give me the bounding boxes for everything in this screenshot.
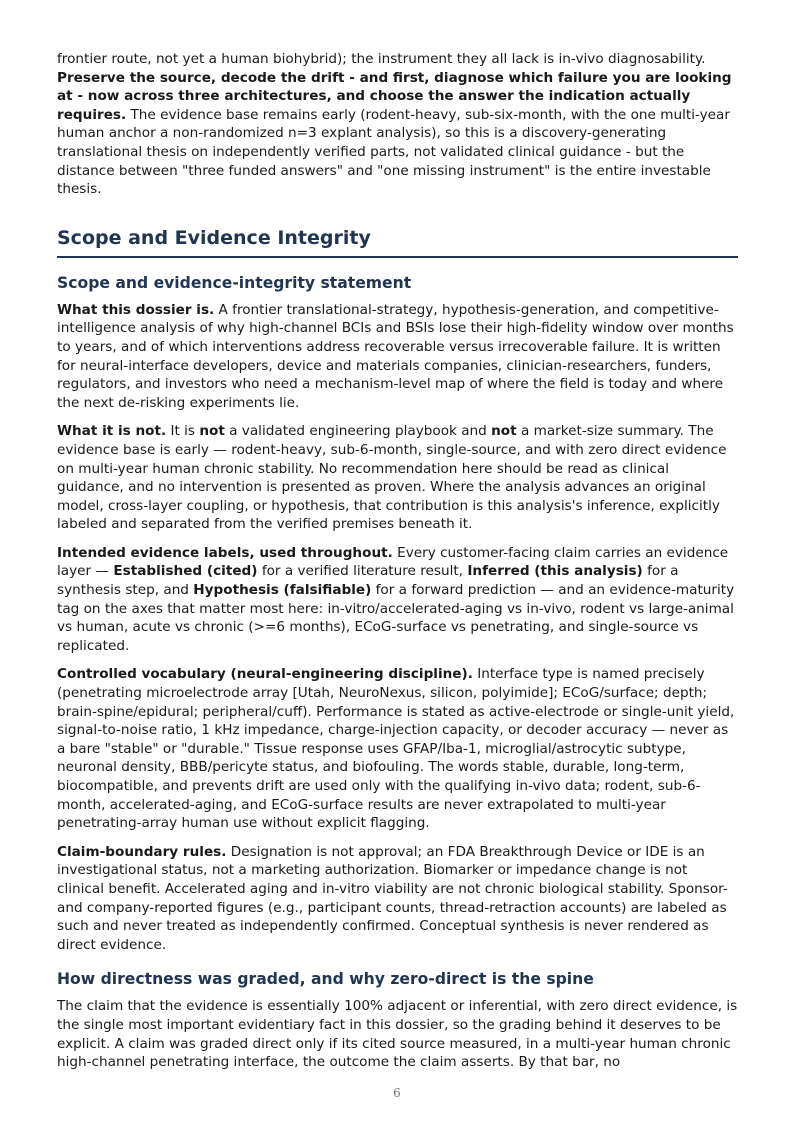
paragraph-what-it-is-not <box>57 422 738 534</box>
paragraph-lead-label: Intended evidence labels, used throughout. <box>57 544 393 561</box>
paragraph-directness: The claim that the evidence is essentially 100% adjacent or inferential, with zero direct evidence, is the single most important evidentiary fact in this dossier, so the grading behind it deserves to be explicit. A claim was graded direct only if its cited source measured, in a multi-year human chronic high-channel penetrating interface, the outcome the claim asserts. By that bar, no <box>57 998 738 1071</box>
paragraph-lead-label: Controlled vocabulary (neural-engineering discipline). <box>57 666 473 683</box>
paragraph-lead-label: Claim-boundary rules. <box>57 843 227 860</box>
label-established: Established (cited) <box>113 563 258 580</box>
paragraph-evidence-labels <box>57 544 738 656</box>
paragraph-body: A frontier translational-strategy, hypothesis-generation, and competitive-intelligence analysis of why high-channel BCIs and BSIs lose their high-fidelity window over months to years, and of which interventions address recoverable versus irrecoverable failure. It is written for neural-interface developers, device and materials companies, clinician-researchers, funders, regulators, and investors who need a mechanism-level map of where the field is today and where the next de-risking experiments lie. <box>57 301 734 411</box>
paragraph-lead-label: What it is not. <box>57 423 167 440</box>
intro-paragraph <box>57 50 738 199</box>
paragraph-body: It is <box>166 423 200 440</box>
paragraph-body: a validated engineering playbook and <box>224 423 492 440</box>
label-inferred: Inferred (this analysis) <box>467 563 643 580</box>
paragraph-body: for a verified literature result, <box>257 563 468 580</box>
paragraph-body: Designation is not approval; an FDA Breakthrough Device or IDE is an investigational status, not a marketing authorization. Biomarker or impedance change is not clinical benefit. Accelerated aging and in-vitro viability are not chronic biological stability. Sponsor- and company-reported figures (e.g., participant counts, thread-retraction accounts) are labeled as such and never treated as independently confirmed. Conceptual synthesis is never rendered as direct evidence. <box>57 843 728 953</box>
paragraph-what-this-is <box>57 301 738 413</box>
subsection-heading-directness: How directness was graded, and why zero-direct is the spine <box>57 970 594 989</box>
paragraph-controlled-vocabulary <box>57 665 738 832</box>
paragraph-claim-boundary <box>57 843 738 955</box>
page-number: 6 <box>393 1086 401 1100</box>
intro-text-continued: The evidence base remains early (rodent-heavy, sub-six-month, with the one multi-year human anchor a non-randomized n=3 explant analysis), so this is a discovery-generating translational thesis on independently verified parts, not validated clinical guidance - but the distance between "three funded answers" and "one missing instrument" is the entire investable thesis. <box>57 106 730 198</box>
intro-bold-text: Preserve the source, decode the drift - and first, diagnose which failure you are looking at - now across three architectures, and choose the answer the indication actually requires. <box>57 69 732 123</box>
paragraph-body: for a forward prediction — and an evidence-maturity tag on the axes that matter most here: in-vitro/accelerated-aging vs in-vivo, rodent vs large-animal vs human, acute vs chronic (>=6 months), ECoG-surface vs penetrating, and single-source vs replicated. <box>57 582 735 654</box>
document-page <box>57 50 738 1072</box>
intro-text: frontier route, not yet a human biohybrid); the instrument they all lack is in-vivo diagnosability. <box>57 51 706 67</box>
emphasis-not: not <box>491 423 517 440</box>
paragraph-body: for a synthesis step, and <box>57 563 679 599</box>
emphasis-not: not <box>199 423 225 440</box>
subsection-heading-scope: Scope and evidence-integrity statement <box>57 273 412 292</box>
section-heading: Scope and Evidence Integrity <box>57 226 738 258</box>
label-hypothesis: Hypothesis (falsifiable) <box>193 582 372 599</box>
paragraph-body: Interface type is named precisely (penetrating microelectrode array [Utah, NeuroNexus, silicon, polyimide]; ECoG/surface; depth; brain-spine/epidural; peripheral/cuff). Performance is stated as active-electrode or single-unit yield, signal-to-noise ratio, 1 kHz impedance, charge-injection capacity, or decoder accuracy — never as a bare "stable" or "durable." Tissue response uses GFAP/Iba-1, microglial/astrocytic subtype, neuronal density, BBB/pericyte status, and biofouling. The words stable, durable, long-term, biocompatible, and prevents drift are used only with the qualifying in-vivo data; rodent, sub-6-month, accelerated-aging, and ECoG-surface results are never extrapolated to multi-year penetrating-array human use without explicit flagging. <box>57 666 735 832</box>
paragraph-body: Every customer-facing claim carries an evidence layer — <box>57 544 729 580</box>
paragraph-lead-label: What this dossier is. <box>57 301 215 318</box>
paragraph-body: a market-size summary. The evidence base is early — rodent-heavy, sub-6-month, single-source, and with zero direct evidence on multi-year human chronic stability. No recommendation here should be read as clinical guidance, and no intervention is presented as proven. Where the analysis advances an original model, cross-layer coupling, or hypothesis, that contribution is this analysis's inference, explicitly labeled and separated from the verified premises beneath it. <box>57 423 727 533</box>
